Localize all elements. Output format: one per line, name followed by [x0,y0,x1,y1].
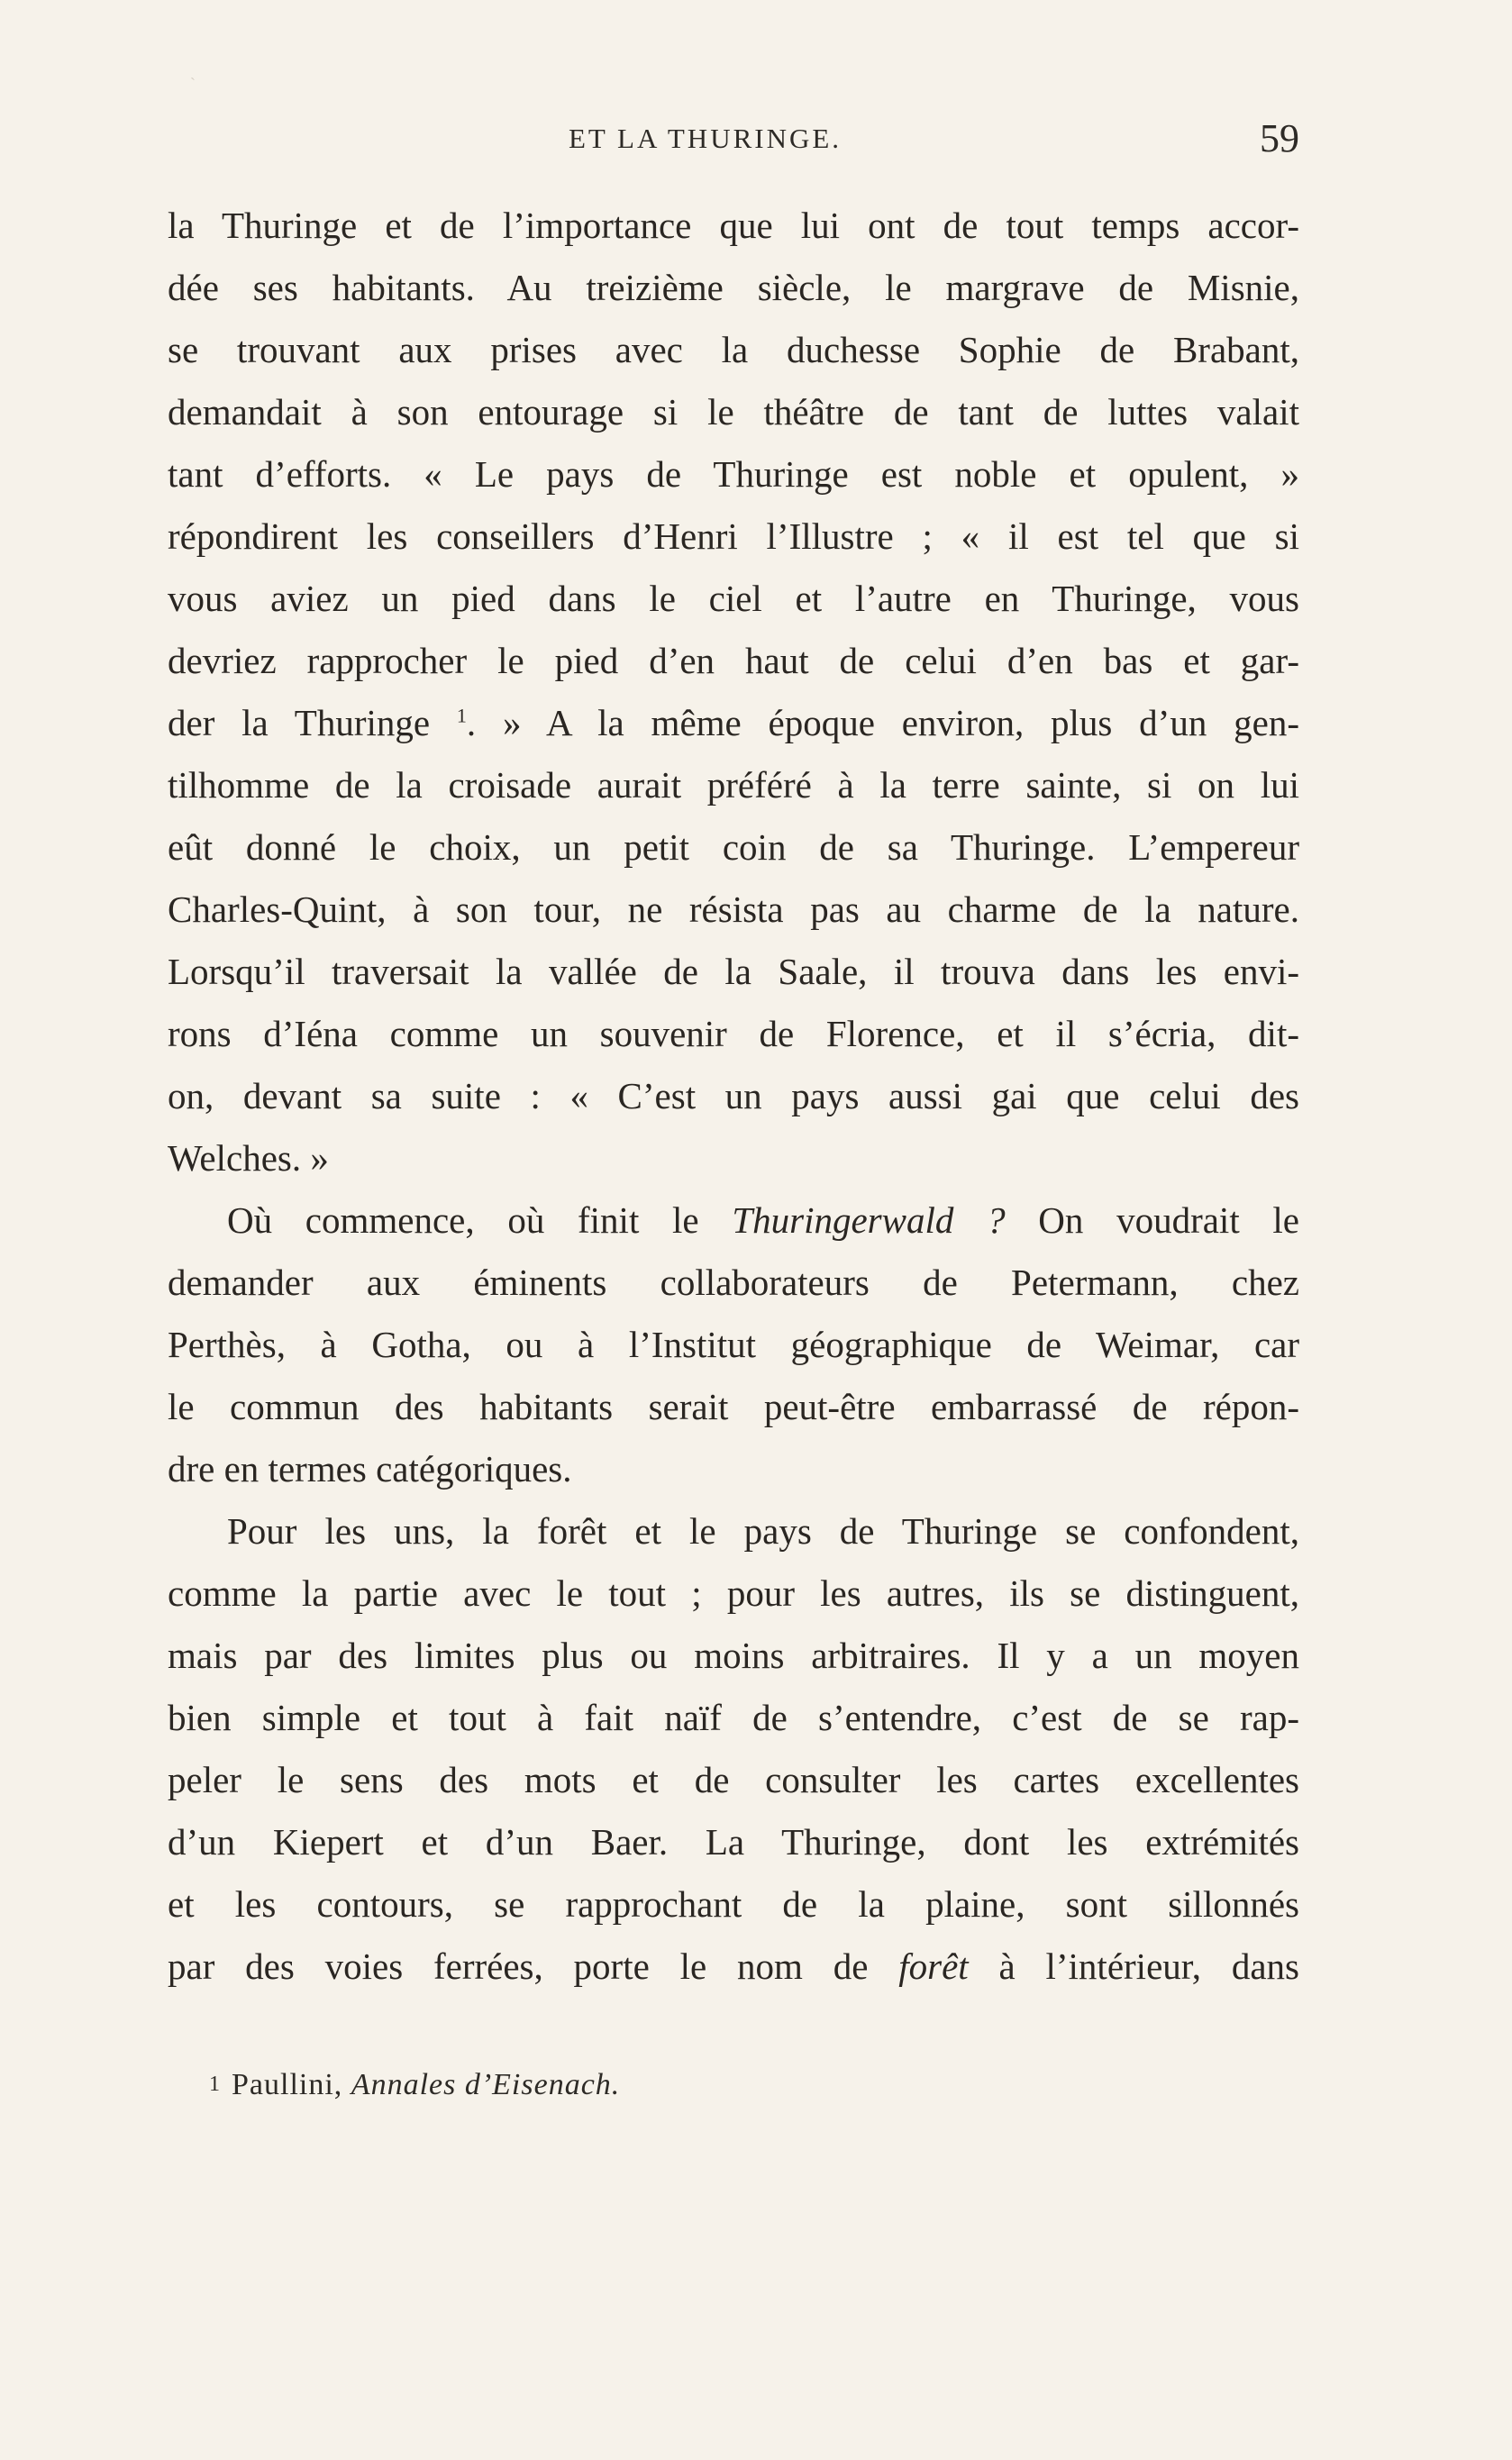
footnote-title: Annales d’Eisenach. [351,2068,621,2101]
running-title: ET LA THURINGE. [569,123,843,154]
main-text-block [168,195,1299,1998]
text-line: Lorsqu’il traversait la vallée de la Saale, il trouva dans les envi- [168,951,1299,992]
text-line-with-footnote-ref [168,692,1299,754]
text-line: dée ses habitants. Au treizième siècle, le margrave de Misnie, [168,267,1299,308]
text-line: bien simple et tout à fait naïf de s’entendre, c’est de se rap- [168,1697,1299,1738]
page-header [168,115,1299,166]
text-line: demandait à son entourage si le théâtre de tant de luttes valait [168,391,1299,433]
text-line: devriez rapprocher le pied d’en haut de celui d’en bas et gar- [168,640,1299,681]
text-line: d’un Kiepert et d’un Baer. La Thuringe, dont les extrémités [168,1821,1299,1863]
paper-speck-mark: ˎ [190,62,196,80]
text-line: répondirent les conseillers d’Henri l’Illustre ; « il est tel que si [168,515,1299,557]
text-line: tilhomme de la croisade aurait préféré à la terre sainte, si on lui [168,764,1299,806]
italic-term: forêt [898,1945,969,1987]
text-line: mais par des limites plus ou moins arbitraires. Il y a un moyen [168,1635,1299,1676]
paragraph-last-line: dre en termes catégoriques. [168,1448,572,1490]
italic-term: Thuringerwald ? [732,1199,1006,1241]
line-segment: à l’intérieur, dans [968,1945,1299,1987]
footnote-author: Paullini, [232,2068,351,2101]
text-line: eût donné le choix, un petit coin de sa Thuringe. L’empereur [168,826,1299,868]
text-line: Charles-Quint, à son tour, ne résista pas au charme de la nature. [168,888,1299,930]
text-line: comme la partie avec le tout ; pour les autres, ils se distinguent, [168,1572,1299,1614]
footnote-mark: 1 [209,2073,221,2096]
paragraph-first-line-with-italic [168,1189,1299,1252]
page-number: 59 [1260,116,1299,160]
line-segment: Où commence, où finit le [227,1199,733,1241]
text-line: se trouvant aux prises avec la duchesse Sophie de Brabant, [168,329,1299,370]
text-line: Perthès, à Gotha, ou à l’Institut géographique de Weimar, car [168,1324,1299,1365]
text-line: vous aviez un pied dans le ciel et l’autre en Thuringe, vous [168,578,1299,619]
text-line: le commun des habitants serait peut-être embarrassé de répon- [168,1386,1299,1427]
text-line: on, devant sa suite : « C’est un pays aussi gai que celui des [168,1075,1299,1116]
footnote [209,2068,620,2102]
text-line: rons d’Iéna comme un souvenir de Florence, et il s’écria, dit- [168,1013,1299,1054]
text-line: tant d’efforts. « Le pays de Thuringe est noble et opulent, » [168,453,1299,495]
text-line: demander aux éminents collaborateurs de Petermann, chez [168,1262,1299,1303]
line-segment: On voudrait le [1005,1199,1299,1241]
paragraph-last-line: Welches. » [168,1137,329,1179]
line-segment: der la Thuringe [168,702,457,743]
text-line: peler le sens des mots et de consulter les cartes excellentes [168,1759,1299,1800]
line-segment: . » A la même époque environ, plus d’un gen- [466,702,1299,743]
footnote-reference[interactable]: 1 [456,704,467,727]
text-line: la Thuringe et de l’importance que lui ont de tout temps accor- [168,205,1299,246]
text-line: et les contours, se rapprochant de la plaine, sont sillonnés [168,1883,1299,1925]
text-line-with-italic [168,1936,1299,1998]
paragraph-first-line: Pour les uns, la forêt et le pays de Thuringe se confondent, [227,1510,1299,1552]
line-segment: par des voies ferrées, porte le nom de [168,1945,899,1987]
